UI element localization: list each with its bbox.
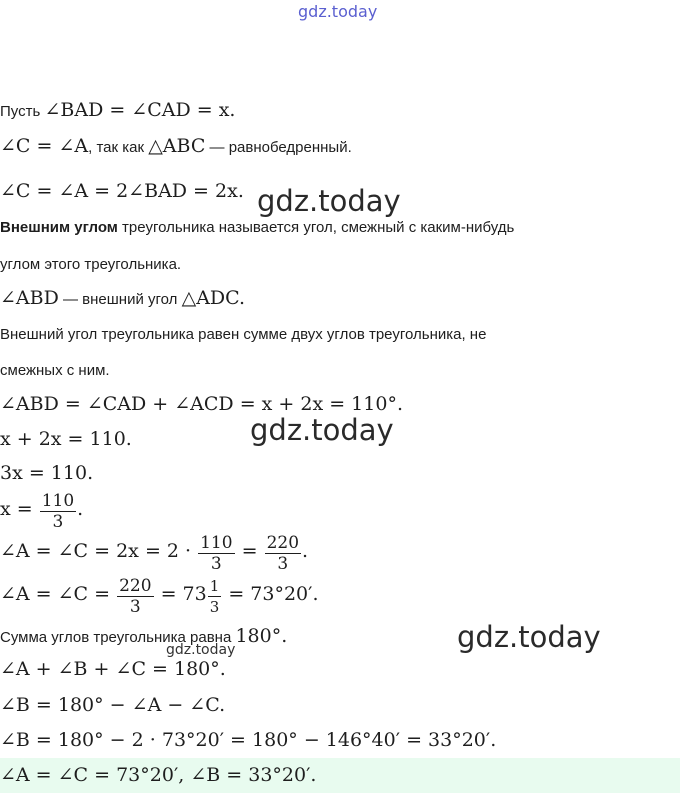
line-11 bbox=[0, 463, 93, 485]
line-15-text: Сумма углов треугольника равна bbox=[0, 629, 236, 646]
line-12: x = $\frac{110}{3}$ . bbox=[0, 490, 84, 532]
line-2-text-b: — равнобедренный. bbox=[205, 139, 352, 156]
watermark-1: gdz.today bbox=[257, 184, 401, 218]
line-16-math: ∠A + ∠B + ∠C = 180°. bbox=[0, 658, 226, 680]
line-3 bbox=[0, 181, 244, 203]
line-16 bbox=[0, 659, 226, 681]
line-13: ∠A = ∠C = 2x = 2 · $\frac{110}{3}$ = $\frac{220}{3}$ . bbox=[0, 532, 309, 574]
line-4 bbox=[0, 218, 514, 238]
line-8 bbox=[0, 361, 110, 381]
line-6-math-b: △ADC. bbox=[181, 287, 246, 309]
line-15 bbox=[0, 626, 287, 648]
line-17-math: ∠B = 180° − ∠A − ∠C. bbox=[0, 694, 226, 716]
line-19-math: ∠A = ∠C = 73°20′, ∠B = 33°20′. bbox=[0, 764, 317, 786]
line-4-bold: Внешним углом bbox=[0, 219, 118, 236]
line-15-math: 180°. bbox=[235, 625, 288, 647]
line-9-math: ∠ABD = ∠CAD + ∠ACD = x + 2x = 110°. bbox=[0, 393, 403, 415]
line-8-text: смежных с ним. bbox=[0, 362, 110, 379]
line-3-math: ∠C = ∠A = 2∠BAD = 2x. bbox=[0, 180, 244, 202]
line-18 bbox=[0, 730, 496, 752]
line-13-pre: ∠A = ∠C = 2x = 2 · bbox=[0, 540, 198, 562]
watermark-small: gdz.today bbox=[166, 642, 236, 658]
watermark-2: gdz.today bbox=[250, 413, 394, 447]
line-19-answer bbox=[0, 765, 316, 787]
fraction-110-3-b: $\frac{110}{3}$ bbox=[200, 532, 233, 574]
line-14-pre: ∠A = ∠C = bbox=[0, 583, 117, 605]
line-1-math: ∠BAD = ∠CAD = x. bbox=[44, 99, 236, 121]
fraction-220-3-b: $\frac{220}{3}$ bbox=[119, 575, 152, 617]
line-6-math-a: ∠ABD bbox=[0, 287, 59, 309]
line-6-text: — внешний угол bbox=[58, 291, 182, 308]
line-5 bbox=[0, 255, 181, 275]
line-18-math: ∠B = 180° − 2 · 73°20′ = 180° − 146°40′ = 33°20′. bbox=[0, 729, 497, 751]
fraction-220-3: $\frac{220}{3}$ bbox=[266, 532, 300, 574]
fraction-1-3: $\frac{1}{3}$ bbox=[209, 576, 220, 616]
watermark-3: gdz.today bbox=[457, 620, 601, 654]
line-1 bbox=[0, 100, 235, 122]
line-5-text: углом этого треугольника. bbox=[0, 256, 182, 273]
line-12-pre: x = bbox=[0, 498, 39, 520]
line-2-math-b: △ABC bbox=[148, 135, 206, 157]
line-2-text: , так как bbox=[88, 139, 149, 156]
line-7-text: Внешний угол треугольника равен сумме двух углов треугольника, не bbox=[0, 326, 487, 343]
line-10-math: x + 2x = 110. bbox=[0, 428, 132, 450]
watermark-top: gdz.today bbox=[298, 2, 378, 21]
fraction-110-3: $\frac{110}{3}$ bbox=[41, 490, 75, 532]
line-6 bbox=[0, 288, 245, 310]
line-1-text: Пусть bbox=[0, 103, 45, 120]
line-2-math-a: ∠C = ∠A bbox=[0, 135, 89, 157]
line-4-text: треугольника называется угол, смежный с каким-нибудь bbox=[117, 219, 515, 236]
line-7 bbox=[0, 325, 486, 345]
line-2 bbox=[0, 136, 352, 158]
line-11-math: 3x = 110. bbox=[0, 462, 94, 484]
line-10 bbox=[0, 429, 132, 451]
line-17 bbox=[0, 695, 225, 717]
line-14: ∠A = ∠C = $\frac{220}{3}$ = 73 $\frac{1}{3}$ = 73°20′. bbox=[0, 575, 319, 617]
